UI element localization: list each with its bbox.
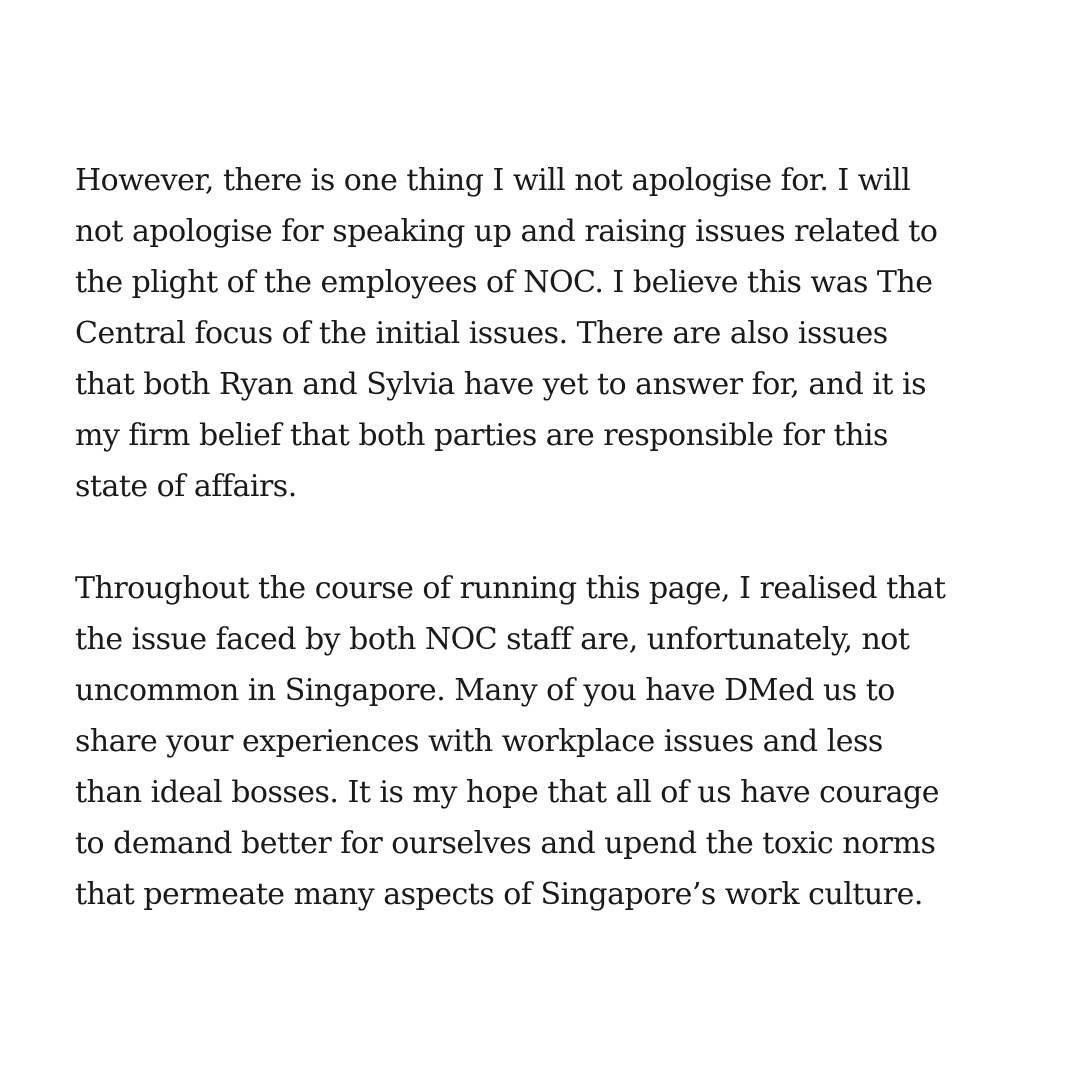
text-line: share your experiences with workplace issues and less [75,724,883,759]
text-line: uncommon in Singapore. Many of you have DMed us to [75,673,895,708]
text-line: to demand better for ourselves and upend the toxic norms [75,826,936,861]
text-post-body [75,155,1005,920]
paragraph-2 [75,563,1005,920]
text-line: my firm belief that both parties are responsible for this [75,418,888,453]
paragraph-1 [75,155,1005,512]
text-line: state of affairs. [75,469,297,504]
text-line: the plight of the employees of NOC. I believe this was The [75,265,933,300]
text-line: Central focus of the initial issues. There are also issues [75,316,888,351]
text-line: Throughout the course of running this page, I realised that [75,571,946,606]
text-line: that permeate many aspects of Singapore’s work culture. [75,877,923,912]
text-line: However, there is one thing I will not apologise for. I will [75,163,911,198]
text-line: than ideal bosses. It is my hope that all of us have courage [75,775,939,810]
text-line: not apologise for speaking up and raising issues related to [75,214,938,249]
text-line: that both Ryan and Sylvia have yet to answer for, and it is [75,367,927,402]
text-line: the issue faced by both NOC staff are, unfortunately, not [75,622,910,657]
